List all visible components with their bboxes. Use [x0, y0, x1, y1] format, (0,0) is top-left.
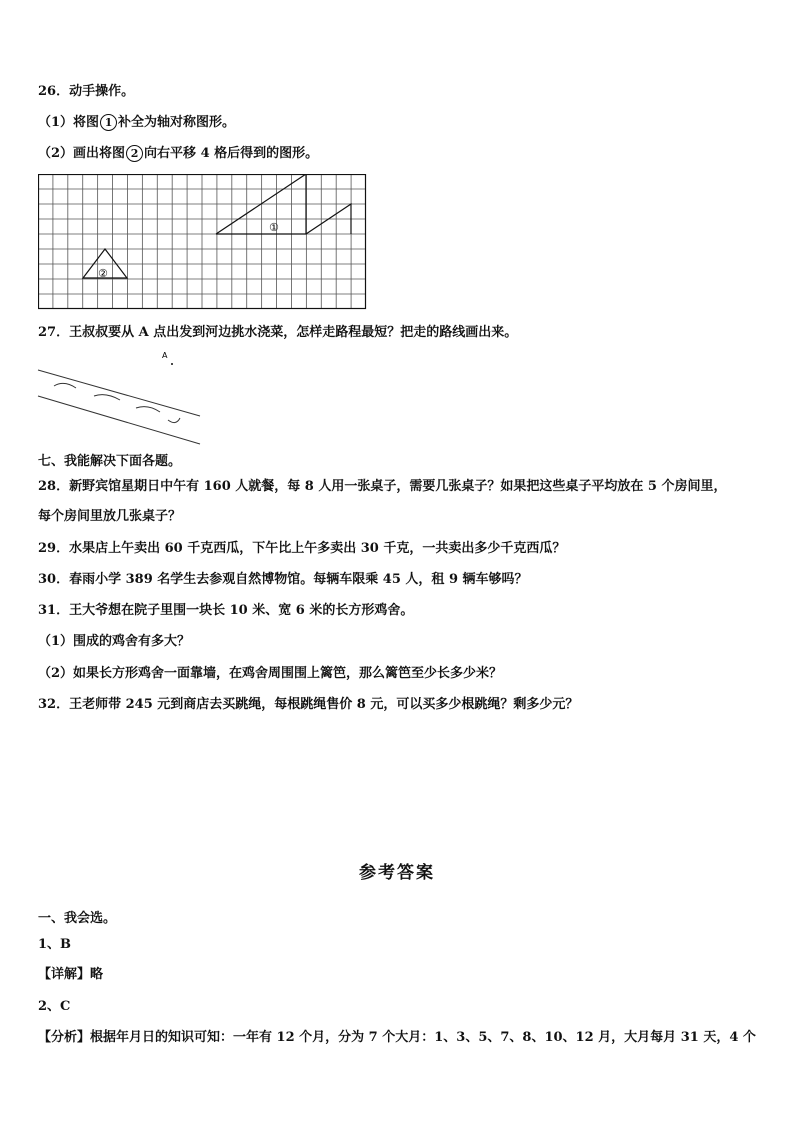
q31-part1: （1）围成的鸡舍有多大？ [38, 634, 191, 649]
circle-number-1: 1 [100, 114, 117, 131]
q26-title: 26．动手操作。 [38, 84, 135, 99]
answer-1-detail: 【详解】略 [38, 967, 104, 982]
water-wave [136, 407, 160, 412]
q31-text: 31．王大爷想在院子里围一块长 10 米、宽 6 米的长方形鸡舍。 [38, 603, 414, 618]
point-a-dot [171, 363, 173, 365]
q26-part2 [38, 145, 318, 163]
q26-part1-prefix: （1）将图 [38, 115, 100, 130]
water-wave [54, 383, 76, 388]
answer-1: 1、B [38, 937, 72, 952]
q27-river-figure [36, 348, 206, 448]
section-7-heading: 七、我能解决下面各题。 [38, 454, 182, 469]
water-wave [94, 395, 120, 400]
point-a-label: A [162, 351, 168, 360]
water-wave [168, 418, 180, 423]
q26-part1 [38, 114, 235, 132]
grid-lines [38, 174, 366, 309]
q29-text: 29．水果店上午卖出 60 千克西瓜，下午比上午多卖出 30 千克，一共卖出多少千克西瓜？ [38, 541, 566, 556]
figure-1-label: ① [269, 221, 279, 234]
answers-section-1: 一、我会选。 [38, 911, 117, 926]
q31-part2: （2）如果长方形鸡舍一面靠墙，在鸡舍周围围上篱笆，那么篱笆至少长多少米？ [38, 666, 503, 681]
q27-text: 27．王叔叔要从 A 点出发到河边挑水浇菜，怎样走路程最短？把走的路线画出来。 [38, 325, 518, 340]
q30-text: 30．春雨小学 389 名学生去参观自然博物馆。每辆车限乘 45 人，租 9 辆车够吗？ [38, 572, 528, 587]
q26-part1-suffix: 补全为轴对称图形。 [118, 115, 236, 130]
answer-2: 2、C [38, 999, 71, 1014]
answers-title: 参考答案 [359, 863, 435, 883]
q26-grid-figure [38, 174, 368, 310]
river-bank-top [38, 370, 200, 416]
answer-2-analysis: 【分析】根据年月日的知识可知：一年有 12 个月，分为 7 个大月：1、3、5、7、8、10、12 月，大月每月 31 天，4 个 [38, 1030, 756, 1045]
q28-line2: 每个房间里放几张桌子？ [38, 509, 182, 524]
q26-part2-suffix: 向右平移 4 格后得到的图形。 [144, 146, 319, 161]
circle-number-2: 2 [126, 145, 143, 162]
figure-2-label: ② [98, 267, 108, 280]
river-bank-bottom [38, 396, 200, 444]
q32-text: 32．王老师带 245 元到商店去买跳绳，每根跳绳售价 8 元，可以买多少根跳绳？剩多少元？ [38, 697, 579, 712]
q28-line1: 28．新野宾馆星期日中午有 160 人就餐，每 8 人用一张桌子，需要几张桌子？如果把这些桌子平均放在 5 个房间里， [38, 479, 727, 494]
q26-part2-prefix: （2）画出将图 [38, 146, 126, 161]
